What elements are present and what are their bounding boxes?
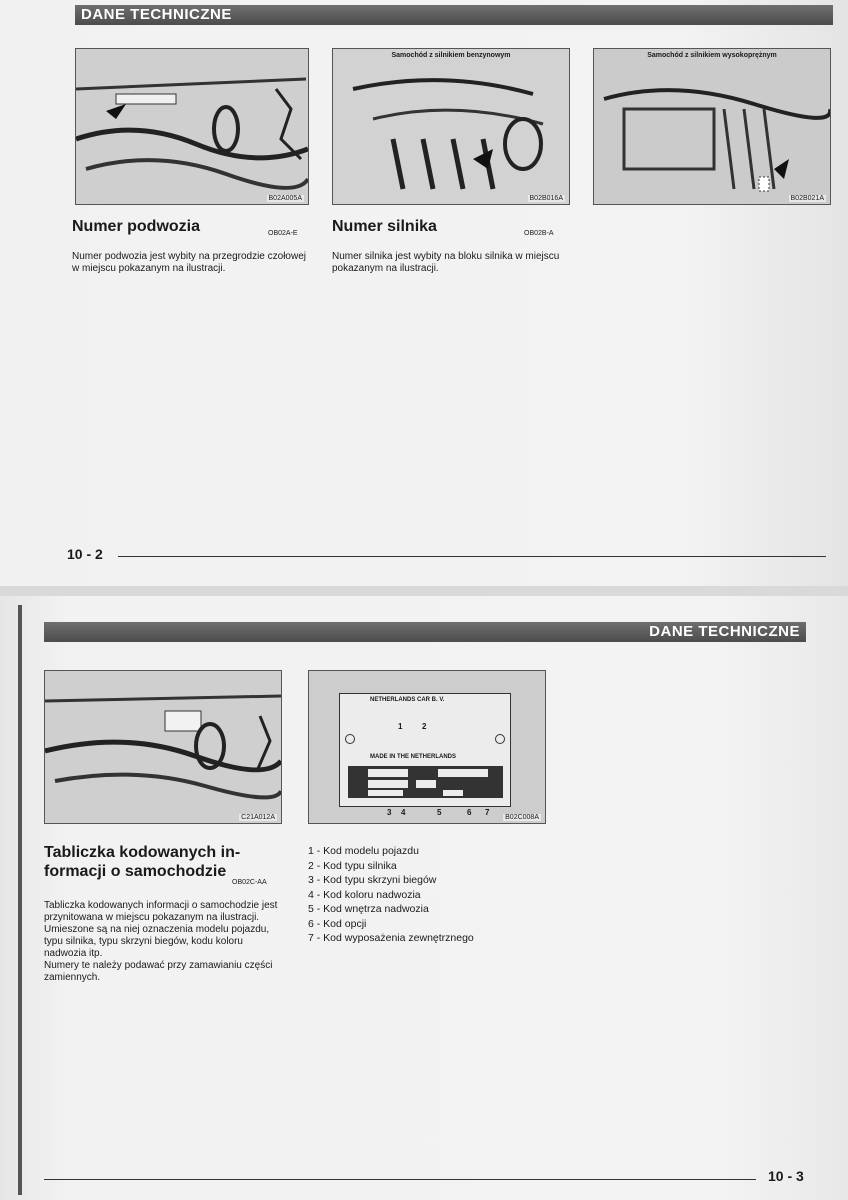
info-plate-figure <box>308 670 546 824</box>
section-body: Numer podwozia jest wybity na przegrodzie czołowej w miejscu pokazanym na ilustracji. <box>72 251 306 274</box>
section-banner: DANE TECHNICZNE <box>44 622 806 642</box>
list-item: 5 - Kod wnętrza nadwozia <box>308 903 429 915</box>
diesel-engine-photo <box>593 48 831 205</box>
body-paragraph: Numery te należy podawać przy zamawianiu części zamiennych. <box>44 960 273 983</box>
plate-callout: 1 <box>398 722 403 731</box>
body-paragraph: Tabliczka kodowanych informacji o samochodzie jest przynitowana w miejscu pokazanym na ilustracji. <box>44 900 278 923</box>
section-ref: OB02C-AA <box>232 879 267 886</box>
plate-callout: 6 <box>467 808 472 817</box>
section-title <box>44 843 240 881</box>
diesel-engine-illustration <box>594 49 830 204</box>
footer-rule <box>44 1179 756 1180</box>
list-item: 4 - Kod koloru nadwozia <box>308 888 421 901</box>
figure-code: C21A012A <box>241 814 275 821</box>
page-number: 10 - 3 <box>768 1168 804 1184</box>
plate-callout: 7 <box>485 808 490 817</box>
section-ref: OB02B-A <box>524 230 554 237</box>
plate-made-text: MADE IN THE NETHERLANDS <box>370 754 457 760</box>
list-item: 7 - Kod wyposażenia zewnętrznego <box>308 932 474 944</box>
plate-code-area <box>348 766 503 798</box>
list-item: 1 - Kod modelu pojazdu <box>308 845 419 857</box>
figure-caption: Samochód z silnikiem wysokoprężnym <box>647 52 777 59</box>
figure-caption: Samochód z silnikiem benzynowym <box>391 52 511 59</box>
plate-callout: 3 <box>387 808 392 817</box>
engine-manifold-illustration <box>333 49 569 204</box>
engine-bay-illustration <box>76 49 308 204</box>
section-body: Numer silnika jest wybity na bloku silnika w miejscu pokazanym na ilustracji. <box>332 251 560 274</box>
section-title: Numer podwozia <box>72 218 201 235</box>
plate-location-illustration <box>45 671 281 823</box>
section-banner: DANE TECHNICZNE <box>75 5 833 25</box>
figure-code: B02B021A <box>790 195 824 202</box>
plate-callout: 4 <box>401 808 406 817</box>
list-item: 2 - Kod typu silnika <box>308 859 397 872</box>
section-body <box>44 900 284 984</box>
plate-callout: 2 <box>422 722 427 731</box>
section-title: Numer silnika <box>332 218 437 235</box>
chassis-number-photo <box>75 48 309 205</box>
footer-rule <box>118 556 826 557</box>
section-title-line: Tabliczka kodowanych in- <box>44 844 241 861</box>
figure-code: B02C008A <box>505 814 539 821</box>
info-plate <box>339 693 511 807</box>
plate-code-list <box>308 844 474 946</box>
plate-header: NETHERLANDS CAR B. V. <box>370 697 445 703</box>
plate-callout: 5 <box>437 808 442 817</box>
gasoline-engine-photo <box>332 48 570 205</box>
rivet-hole <box>495 734 505 744</box>
figure-code: B02B016A <box>529 195 563 202</box>
rivet-hole <box>345 734 355 744</box>
section-title-line: formacji o samochodzie <box>44 863 227 880</box>
section-ref: OB02A-E <box>268 230 298 237</box>
body-paragraph: Umieszone są na niej oznaczenia modelu pojazdu, typu silnika, typu skrzyni biegów, kodu koloru nadwozia itp. <box>44 924 270 959</box>
list-item: 3 - Kod typu skrzyni biegów <box>308 874 437 886</box>
list-item: 6 - Kod opcji <box>308 917 367 930</box>
plate-location-photo <box>44 670 282 824</box>
binding-edge <box>18 605 22 1195</box>
figure-code: B02A005A <box>268 195 302 202</box>
page-number: 10 - 2 <box>67 546 103 562</box>
